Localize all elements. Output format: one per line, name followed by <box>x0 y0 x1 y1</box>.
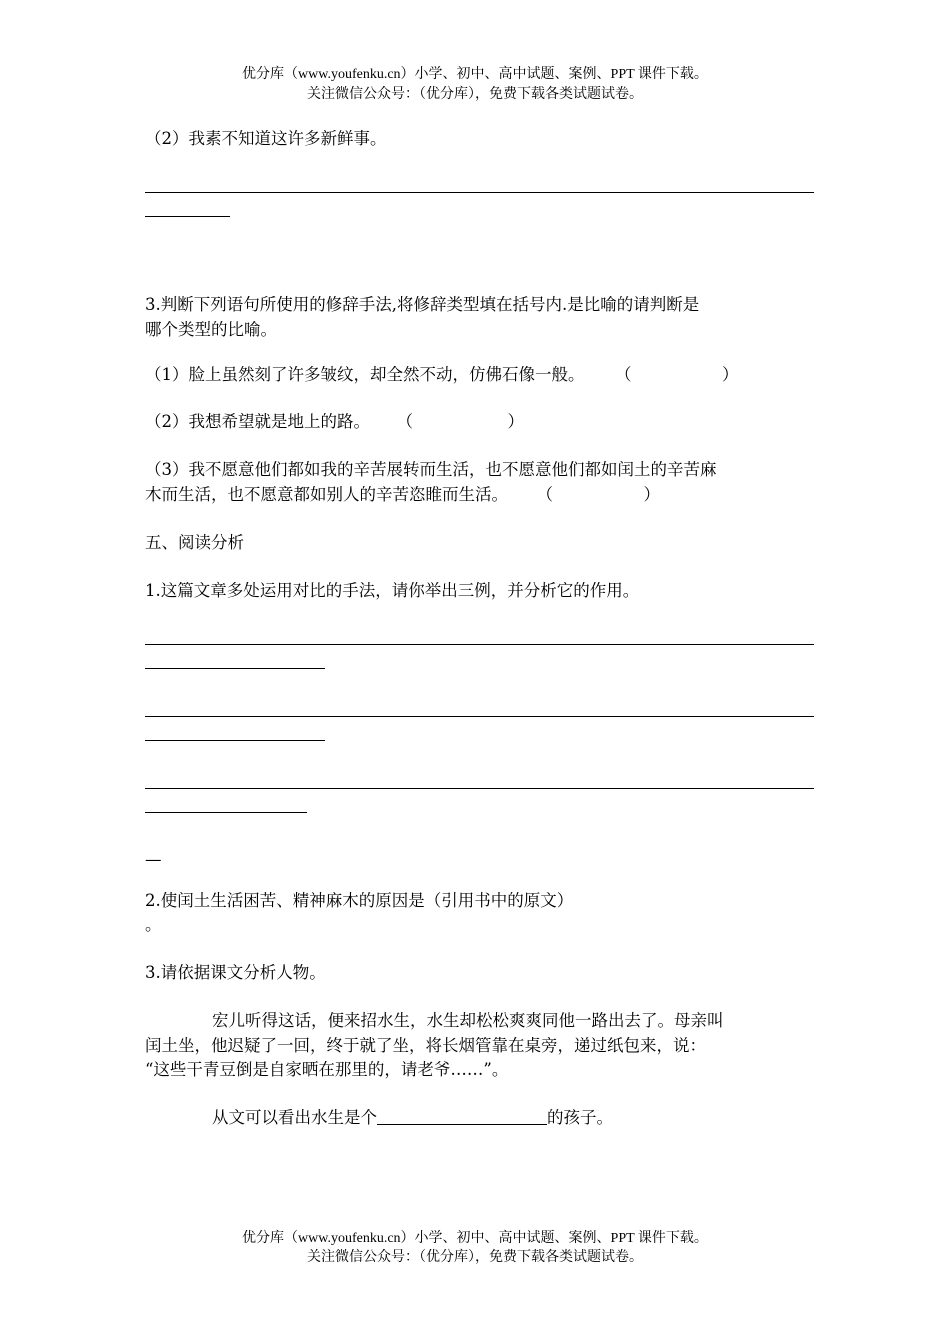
answer-line[interactable] <box>145 192 814 193</box>
passage-line-2: 闰土坐，他迟疑了一回，终于就了坐，将长烟管靠在桌旁，递过纸包来，说： <box>145 1036 706 1055</box>
rhetoric-sentence-2-text: （2）我想希望就是地上的路。 <box>145 412 370 431</box>
fill-suffix: 的孩子。 <box>547 1108 613 1127</box>
answer-line[interactable] <box>145 644 814 645</box>
rhetoric-sentence-1-text: （1）脸上虽然刻了许多皱纹，却全然不动，仿佛石像一般。 <box>145 365 585 384</box>
answer-paren-close: ） <box>722 365 739 384</box>
answer-line[interactable] <box>145 716 814 717</box>
sentence-2: （2）我素不知道这许多新鲜事。 <box>145 129 387 148</box>
answer-line-tail[interactable] <box>145 668 325 669</box>
passage-line-1: 宏儿听得这话，便来招水生，水生却松松爽爽同他一路出去了。母亲叫 <box>212 1011 724 1030</box>
rhetoric-sentence-1 <box>145 363 739 387</box>
fill-blank[interactable] <box>377 1106 547 1125</box>
question-3-line-2: 哪个类型的比喻。 <box>145 320 277 339</box>
header-line-1: 优分库（www.youfenku.cn）小学、初中、高中试题、案例、PPT 课件下载。 <box>242 67 708 82</box>
answer-line-tail[interactable] <box>145 216 230 217</box>
rhetoric-sentence-3-line-2 <box>145 483 660 507</box>
question-2-line-2: 。 <box>145 915 162 934</box>
passage-line-3: “这些干青豆倒是自家晒在那里的，请老爷……”。 <box>145 1060 509 1079</box>
question-1: 1.这篇文章多处运用对比的手法，请你举出三例，并分析它的作用。 <box>145 581 640 600</box>
answer-paren-open: （ <box>536 485 553 504</box>
footer-line-2: 关注微信公众号：（优分库），免费下载各类试题试卷。 <box>307 1250 643 1265</box>
header-line-2: 关注微信公众号：（优分库），免费下载各类试题试卷。 <box>307 87 643 102</box>
section-heading: 五、阅读分析 <box>145 533 244 552</box>
footer-line-1: 优分库（www.youfenku.cn）小学、初中、高中试题、案例、PPT 课件下载。 <box>242 1231 708 1246</box>
answer-paren-open: （ <box>615 365 632 384</box>
dash-mark: — <box>145 850 162 869</box>
rhetoric-sentence-3-line-1: （3）我不愿意他们都如我的辛苦展转而生活，也不愿意他们都如闰土的辛苦麻 <box>145 460 717 479</box>
fill-prefix: 从文可以看出水生是个 <box>212 1108 377 1127</box>
rhetoric-sentence-2 <box>145 410 524 434</box>
fill-in-sentence <box>212 1106 613 1130</box>
answer-line-tail[interactable] <box>145 812 307 813</box>
answer-line-tail[interactable] <box>145 740 325 741</box>
answer-paren-close: ） <box>643 485 660 504</box>
rhetoric-sentence-3-text: 木而生活，也不愿意都如别人的辛苦恣睢而生活。 <box>145 485 508 504</box>
answer-paren-close: ） <box>507 412 524 431</box>
question-3: 3.请依据课文分析人物。 <box>145 963 326 982</box>
answer-line[interactable] <box>145 788 814 789</box>
question-3-line-1: 3.判断下列语句所使用的修辞手法,将修辞类型填在括号内.是比喻的请判断是 <box>145 295 700 314</box>
question-2-line-1: 2.使闰土生活困苦、精神麻木的原因是（引用书中的原文） <box>145 891 574 910</box>
answer-paren-open: （ <box>396 412 413 431</box>
